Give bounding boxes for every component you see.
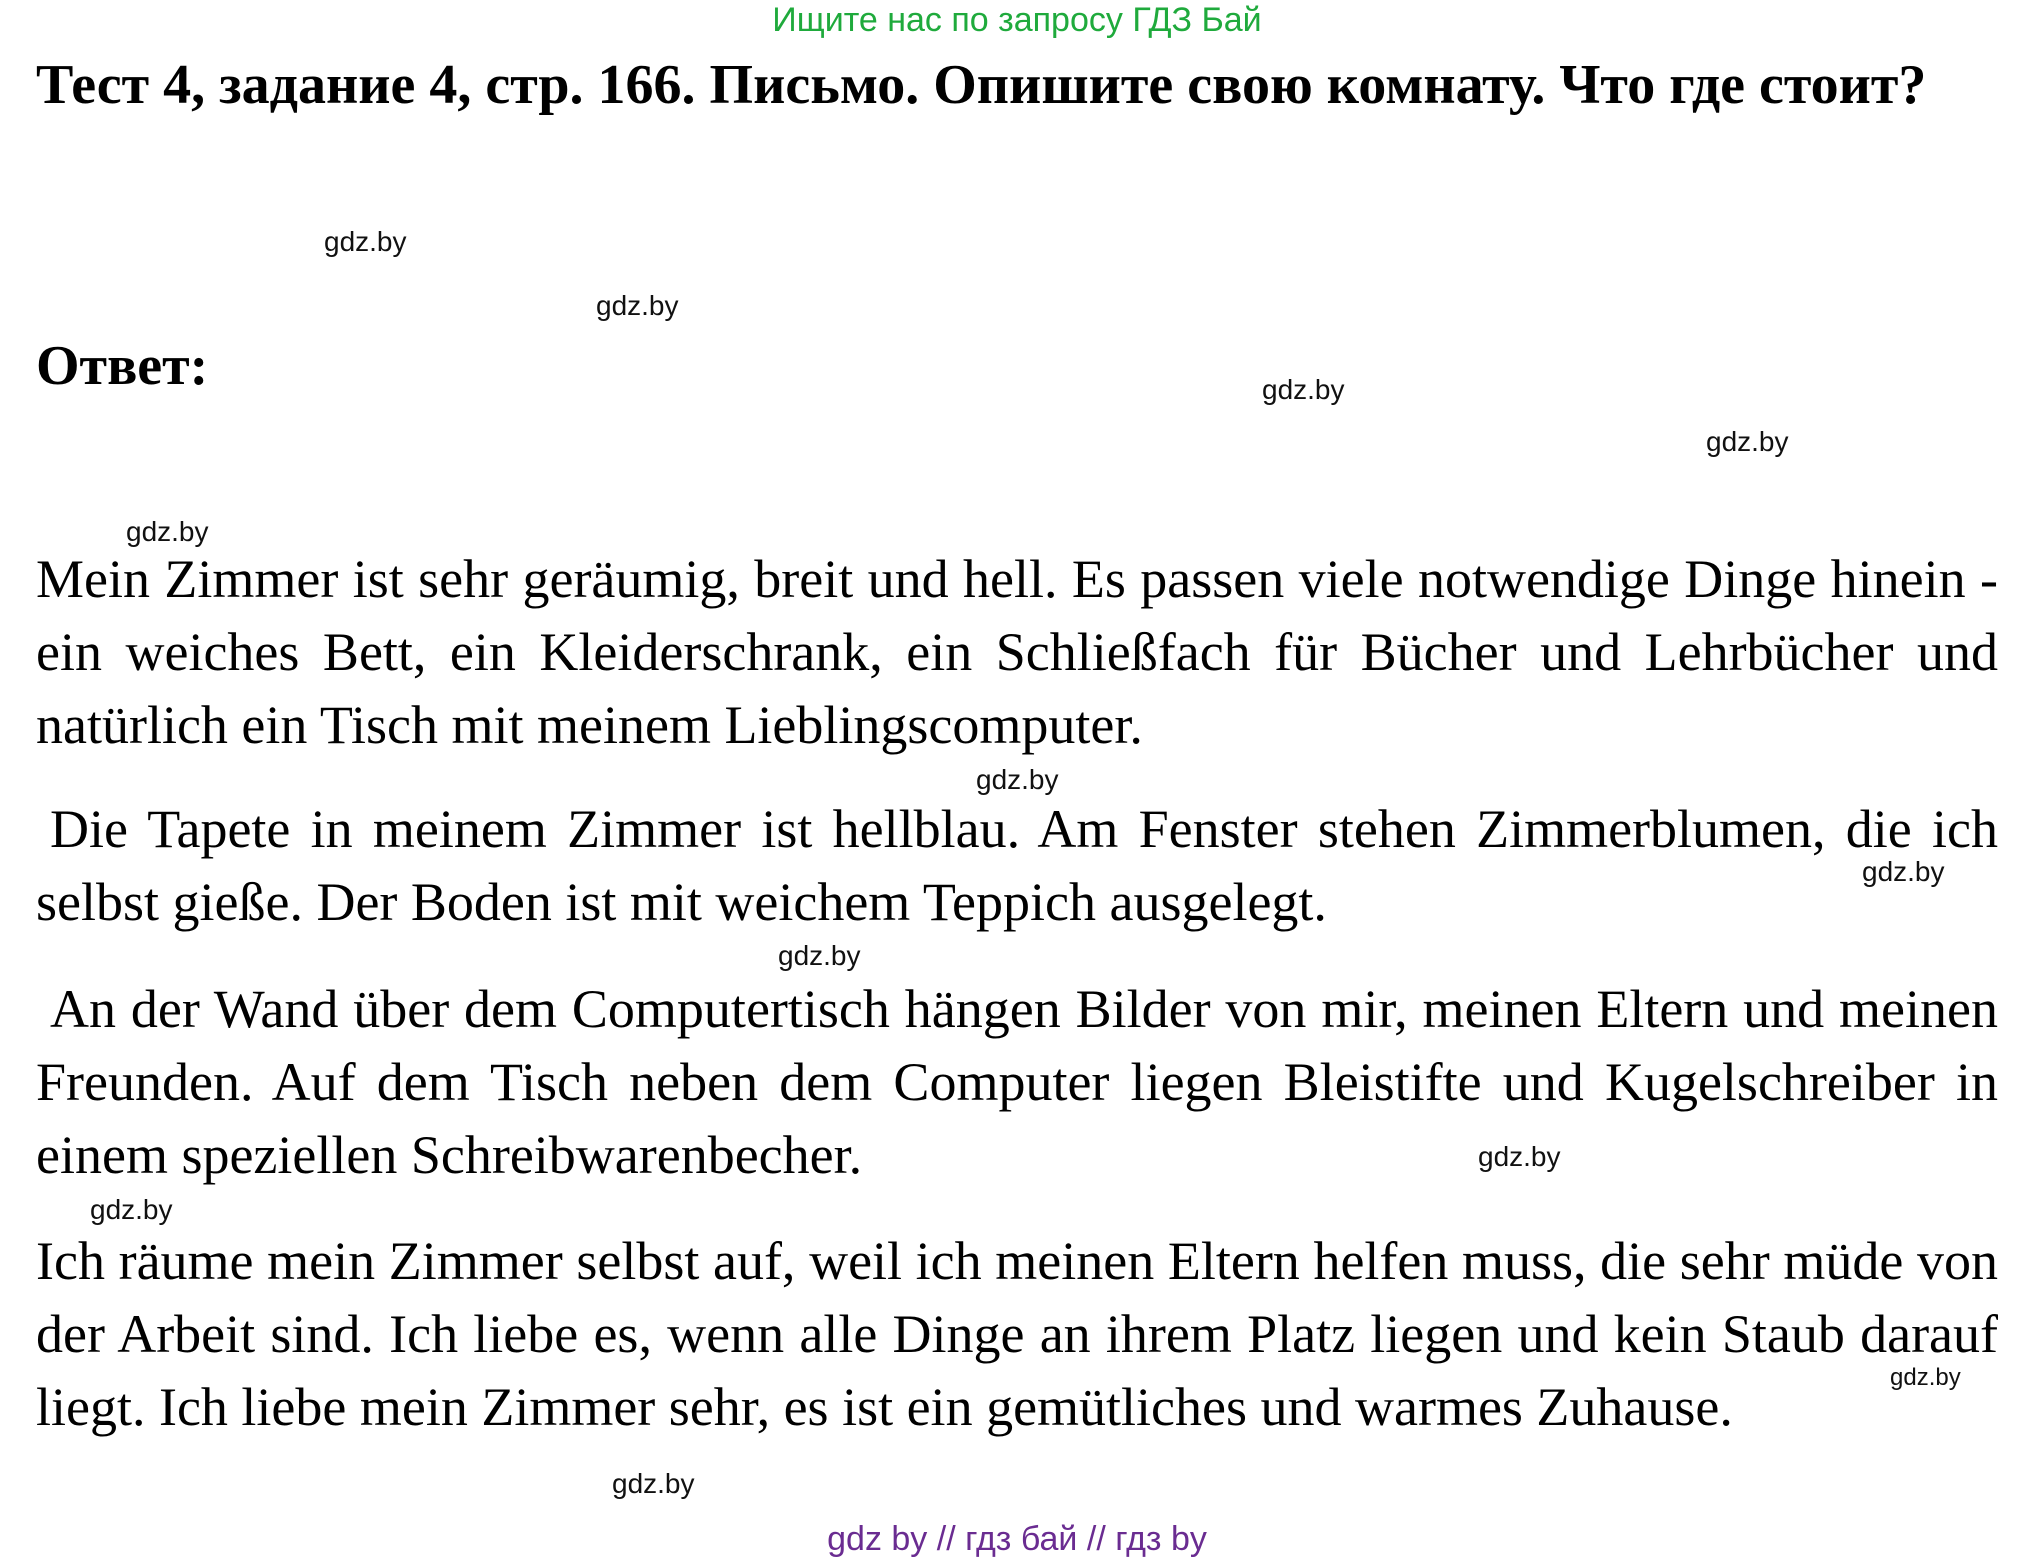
answer-paragraph-3: An der Wand über dem Computertisch hängen Bilder von mir, meinen Eltern und meinen Freunden. Auf dem Tisch neben dem Computer liegen Bleistifte und Kugelschreiber in einem speziellen Schreibwarenbecher. bbox=[36, 979, 1998, 1185]
answer-label: Ответ: bbox=[36, 335, 209, 397]
watermark: gdz.by bbox=[90, 1194, 173, 1225]
watermark: gdz.by bbox=[324, 226, 407, 257]
footer-links: gdz by // гдз бай // гдз by bbox=[827, 1520, 1207, 1558]
watermark: gdz.by bbox=[1478, 1141, 1561, 1172]
watermark: gdz.by bbox=[778, 940, 861, 971]
task-heading: Тест 4, задание 4, стр. 166. Письмо. Опишите свою комнату. Что где стоит? bbox=[36, 54, 1927, 116]
answer-paragraph-1: Mein Zimmer ist sehr geräumig, breit und hell. Es passen viele notwendige Dinge hinein - ein weiches Bett, ein Kleiderschrank, ein Schließfach für Bücher und Lehrbücher und natürlich ein Tisch mit meinem Lieblingscomputer. bbox=[36, 549, 1998, 755]
watermark: gdz.by bbox=[596, 290, 679, 321]
answer-paragraph-4: Ich räume mein Zimmer selbst auf, weil ich meinen Eltern helfen muss, die sehr müde von der Arbeit sind. Ich liebe es, wenn alle Dinge an ihrem Platz liegen und kein Staub darauf liegt. Ich liebe mein Zimmer sehr, es ist ein gemütliches und warmes Zuhause. bbox=[36, 1231, 1998, 1437]
watermark: gdz.by bbox=[612, 1468, 695, 1499]
top-banner: Ищите нас по запросу ГДЗ Бай bbox=[772, 1, 1262, 39]
answer-paragraph-2: Die Tapete in meinem Zimmer ist hellblau. Am Fenster stehen Zimmerblumen, die ich selbst gieße. Der Boden ist mit weichem Teppich ausgelegt. bbox=[36, 799, 1998, 932]
watermark: gdz.by bbox=[1262, 374, 1345, 405]
watermark: gdz.by bbox=[1862, 856, 1945, 887]
watermark: gdz.by bbox=[1706, 426, 1789, 457]
watermark: gdz.by bbox=[1890, 1364, 1961, 1391]
watermark: gdz.by bbox=[976, 764, 1059, 795]
watermark: gdz.by bbox=[126, 516, 209, 547]
